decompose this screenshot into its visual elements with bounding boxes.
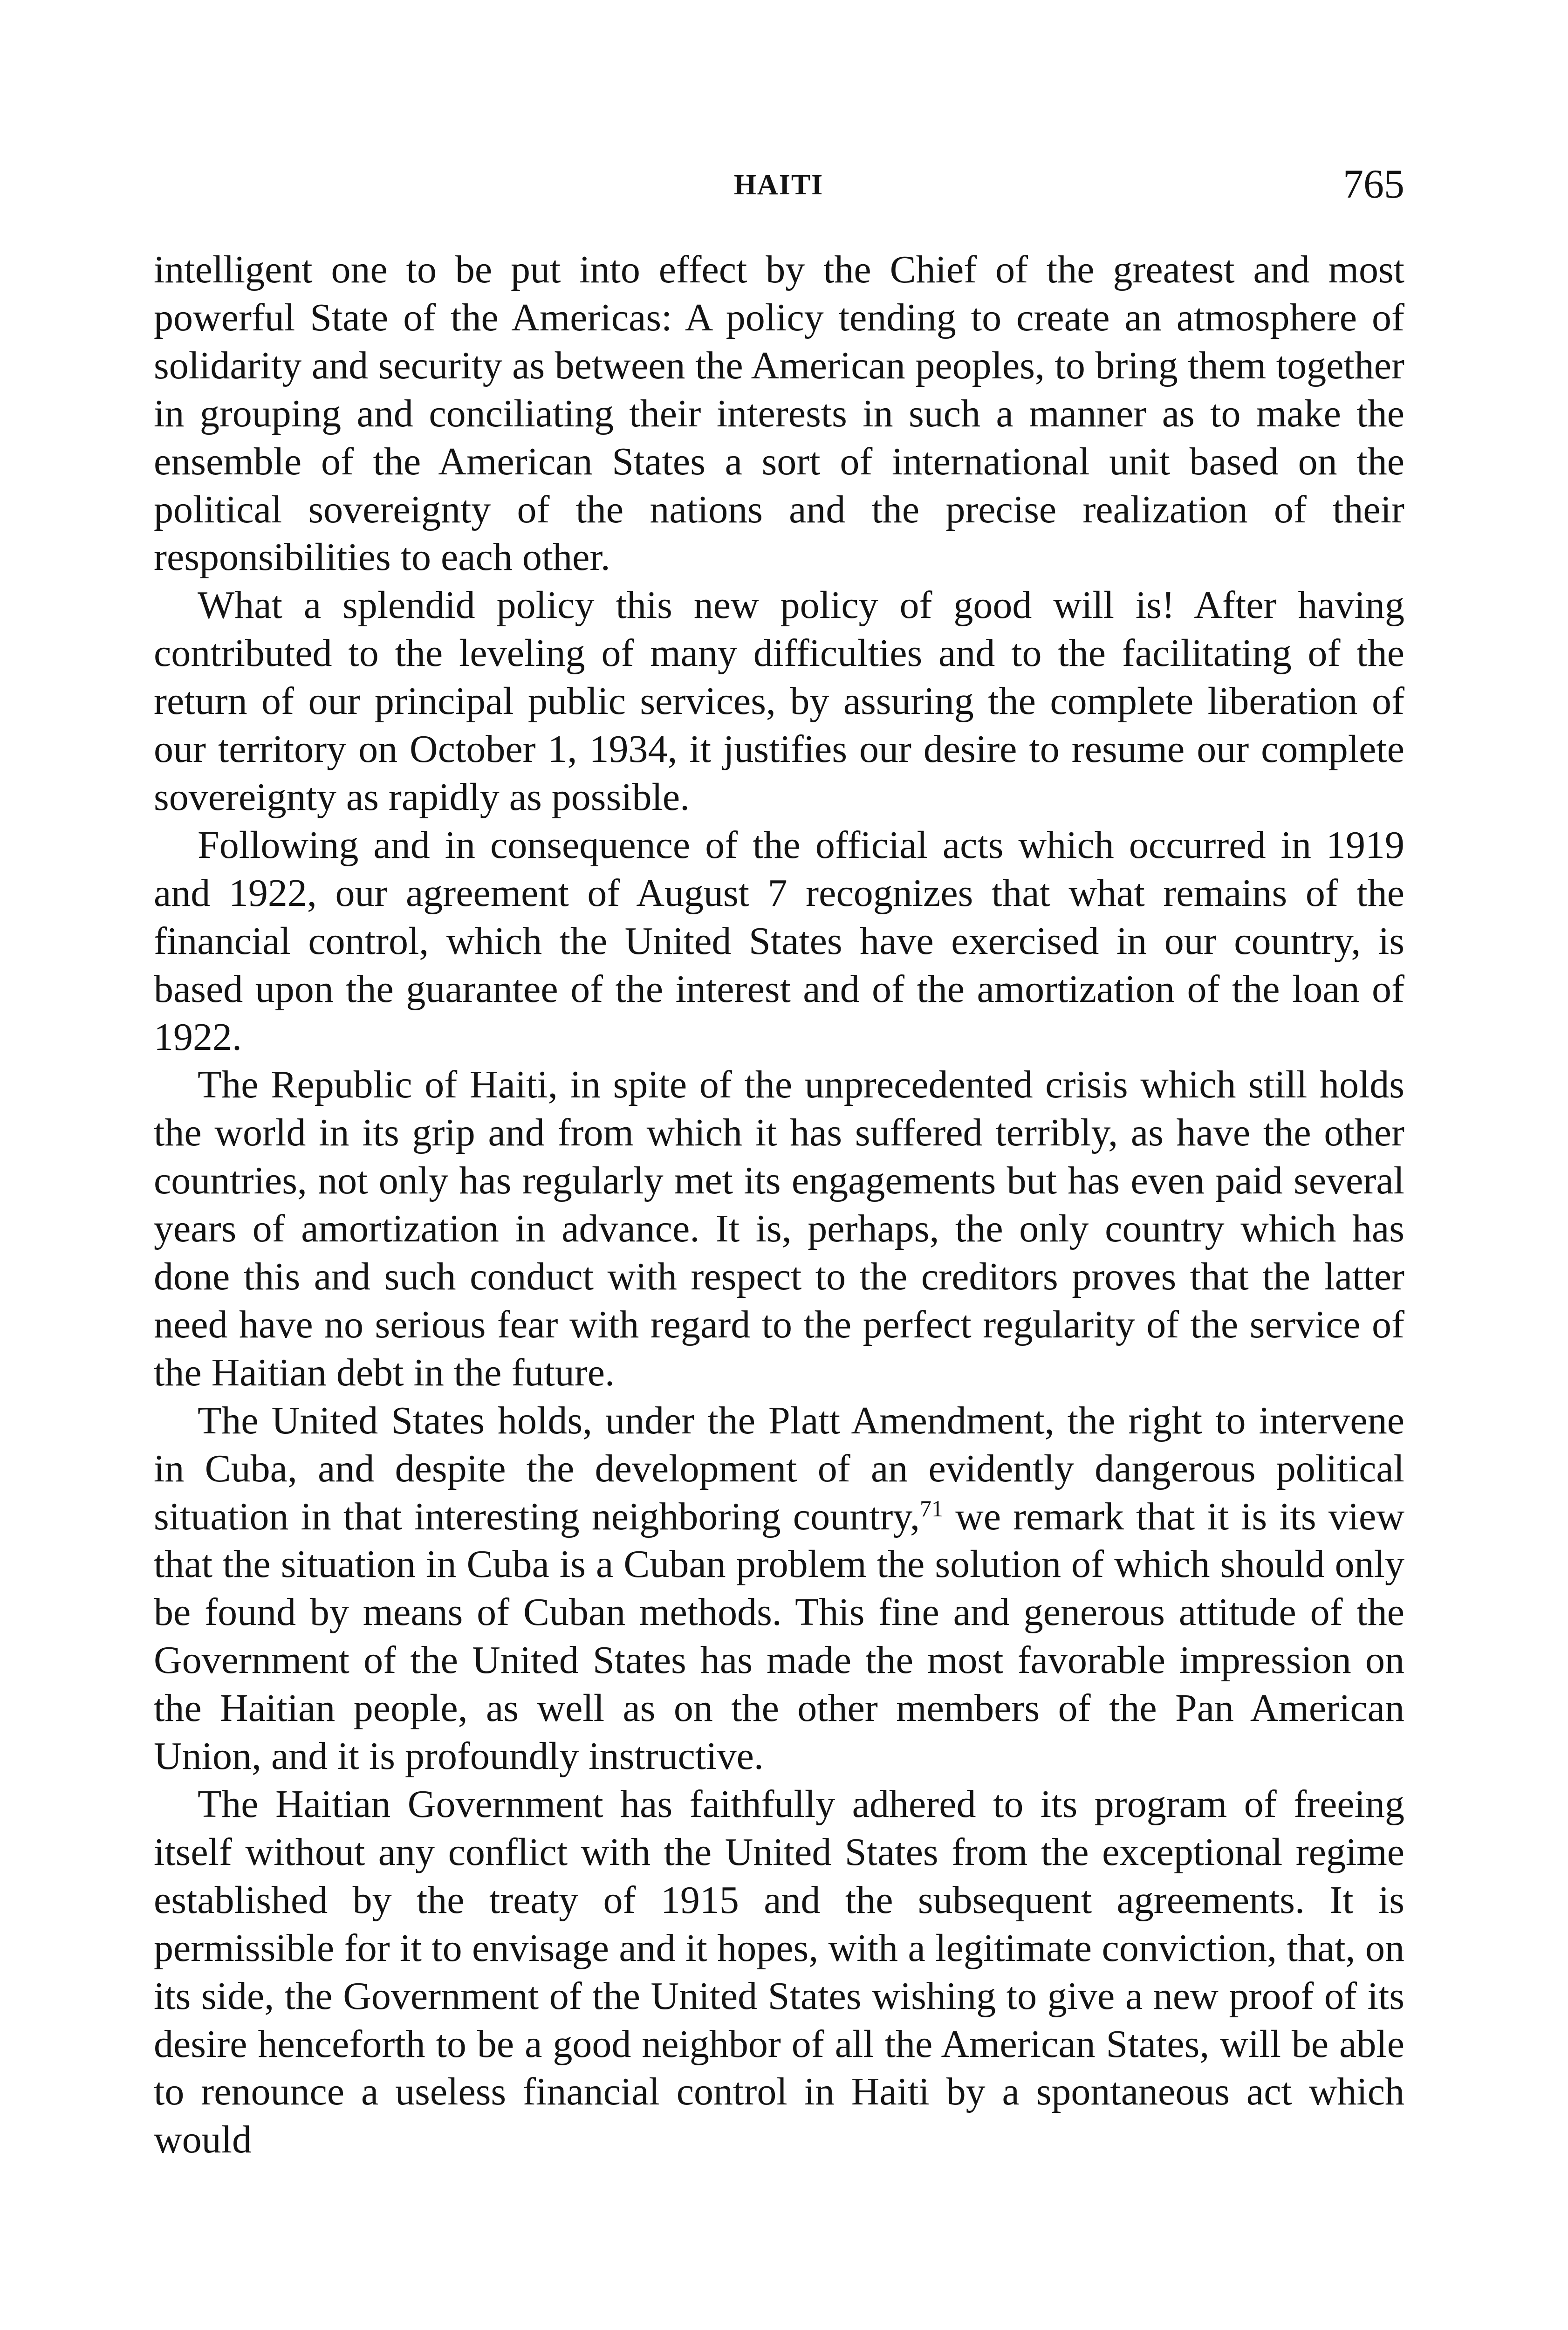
paragraph-5 xyxy=(154,1397,1404,1781)
paragraph-text: we remark that it is its view that the situation in Cuba is a Cuban problem the solution of which should only be found by means of Cuban methods. This fine and generous attitude of the Government of the United States has made the most favorable impression on the Haitian people, as well as on the other members of the Pan American Union, and it is profoundly instructive. xyxy=(154,1494,1404,1778)
paragraph-1 xyxy=(154,246,1404,582)
paragraph-3 xyxy=(154,822,1404,1062)
body-text xyxy=(154,246,1404,2164)
page-number: 765 xyxy=(1343,162,1404,207)
running-title: HAITI xyxy=(733,169,824,201)
running-head xyxy=(153,164,1404,220)
footnote-reference[interactable]: 71 xyxy=(919,1495,943,1521)
paragraph-text: The Haitian Government has faithfully adhered to its program of freeing itself without any conflict with the United States from the exceptional regime established by the treaty of 1915 and the subsequent agreements. It is permissible for it to envisage and it hopes, with a legitimate conviction, that, on its side, the Government of the United States wishing to give a new proof of its desire henceforth to be a good neighbor of all the American States, will be able to renounce a useless financial control in Haiti by a spontaneous act which would xyxy=(154,1782,1404,2162)
paragraph-text: The United States holds, under the Platt Amendment, the right to intervene in Cuba, and despite the development of an evidently dangerous political situation in that interesting neighboring country, xyxy=(154,1398,1404,1538)
paragraph-4 xyxy=(154,1061,1404,1397)
paragraph-6 xyxy=(154,1781,1404,2164)
paragraph-text: intelligent one to be put into effect by the Chief of the greatest and most powerful State of the Americas: A policy tending to create an atmosphere of solidarity and security as between the American peoples, to bring them together in grouping and conciliating their interests in such a manner as to make the ensemble of the American States a sort of international unit based on the political sovereignty of the nations and the precise realization of their responsibilities to each other. xyxy=(154,248,1404,579)
paragraph-text: The Republic of Haiti, in spite of the unprecedented crisis which still holds the world in its grip and from which it has suffered terribly, as have the other countries, not only has regularly met its engagements but has even paid several years of amortization in advance. It is, perhaps, the only country which has done this and such conduct with respect to the creditors proves that the latter need have no serious fear with regard to the perfect regularity of the service of the Haitian debt in the future. xyxy=(154,1063,1404,1394)
paragraph-2 xyxy=(154,582,1404,822)
paragraph-text: What a splendid policy this new policy of good will is! After having contributed to the leveling of many difficulties and to the facilitating of the return of our principal public services, by assuring the complete liberation of our territory on October 1, 1934, it justifies our desire to resume our complete sovereignty as rapidly as possible. xyxy=(154,583,1404,819)
paragraph-text: Following and in consequence of the official acts which occurred in 1919 and 1922, our agreement of August 7 recognizes that what remains of the financial control, which the United States have exercised in our country, is based upon the guarantee of the interest and of the amortization of the loan of 1922. xyxy=(154,823,1404,1059)
